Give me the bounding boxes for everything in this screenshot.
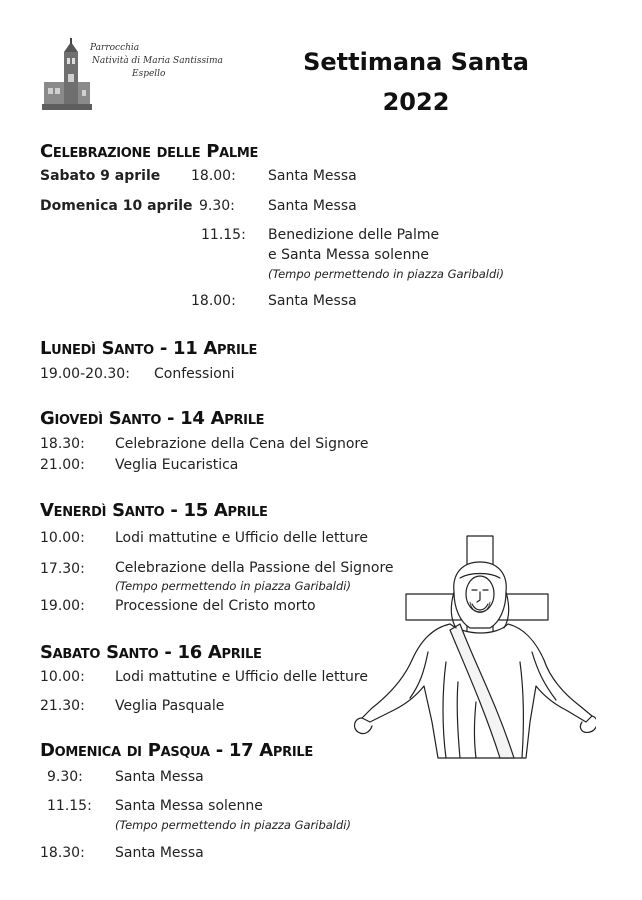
heading-venerdi: Venerdì Santo - 15 Aprile xyxy=(40,500,268,521)
pasqua-time-1: 9.30: xyxy=(47,769,83,785)
venerdi-event-1: Lodi mattutine e Ufficio delle letture xyxy=(115,530,368,546)
heading-pasqua: Domenica di Pasqua - 17 Aprile xyxy=(40,740,313,761)
pasqua-event-3: Santa Messa xyxy=(115,845,204,861)
sabato-time-2: 21.30: xyxy=(40,698,85,714)
heading-lunedi: Lunedì Santo - 11 Aprile xyxy=(40,338,258,359)
palme-dom-note: (Tempo permettendo in piazza Garibaldi) xyxy=(268,267,504,281)
pasqua-note-2: (Tempo permettendo in piazza Garibaldi) xyxy=(115,818,351,832)
palme-sabato-day: Sabato 9 aprile xyxy=(40,168,161,184)
palme-dom-time-1: 9.30: xyxy=(199,198,235,214)
title-line-1: Settimana Santa xyxy=(303,48,529,76)
venerdi-note-2: (Tempo permettendo in piazza Garibaldi) xyxy=(115,579,351,593)
pasqua-event-1: Santa Messa xyxy=(115,769,204,785)
giovedi-event-1: Celebrazione della Cena del Signore xyxy=(115,436,369,452)
palme-dom-time-3: 18.00: xyxy=(191,293,236,309)
palme-dom-time-2: 11.15: xyxy=(201,227,246,243)
lunedi-event-1: Confessioni xyxy=(154,366,235,382)
palme-sabato-event: Santa Messa xyxy=(268,168,357,184)
palme-sabato-time: 18.00: xyxy=(191,168,236,184)
palme-dom-event-3: Santa Messa xyxy=(268,293,357,309)
heading-giovedi: Giovedì Santo - 14 Aprile xyxy=(40,408,265,429)
venerdi-event-2: Celebrazione della Passione del Signore xyxy=(115,560,394,576)
parish-line-1: Parrocchia xyxy=(90,43,140,53)
sabato-time-1: 10.00: xyxy=(40,669,85,685)
giovedi-time-2: 21.00: xyxy=(40,457,85,473)
palme-dom-event-1: Santa Messa xyxy=(268,198,357,214)
title-year: 2022 xyxy=(382,88,450,116)
church-tower-icon xyxy=(42,38,92,110)
heading-palme: Celebrazione delle Palme xyxy=(40,141,259,162)
pasqua-time-2: 11.15: xyxy=(47,798,92,814)
palme-dom-event-2b: e Santa Messa solenne xyxy=(268,247,429,263)
pasqua-time-3: 18.30: xyxy=(40,845,85,861)
parish-line-2: Natività di Maria Santissima xyxy=(92,56,223,66)
palme-dom-event-2a: Benedizione delle Palme xyxy=(268,227,440,243)
pasqua-event-2: Santa Messa solenne xyxy=(115,798,263,814)
palme-domenica-day: Domenica 10 aprile xyxy=(40,198,193,214)
venerdi-time-1: 10.00: xyxy=(40,530,85,546)
risen-christ-illustration xyxy=(350,532,596,764)
heading-sabato: Sabato Santo - 16 Aprile xyxy=(40,642,262,663)
sabato-event-1: Lodi mattutine e Ufficio delle letture xyxy=(115,669,368,685)
venerdi-event-3: Processione del Cristo morto xyxy=(115,598,316,614)
giovedi-event-2: Veglia Eucaristica xyxy=(115,457,239,473)
page-title xyxy=(300,42,532,122)
venerdi-time-2: 17.30: xyxy=(40,561,85,577)
sabato-event-2: Veglia Pasquale xyxy=(115,698,225,714)
parish-line-3: Espello xyxy=(132,69,166,79)
parish-name xyxy=(90,42,250,81)
venerdi-time-3: 19.00: xyxy=(40,598,85,614)
giovedi-time-1: 18.30: xyxy=(40,436,85,452)
parish-logo xyxy=(42,38,242,110)
lunedi-time-1: 19.00-20.30: xyxy=(40,366,130,382)
